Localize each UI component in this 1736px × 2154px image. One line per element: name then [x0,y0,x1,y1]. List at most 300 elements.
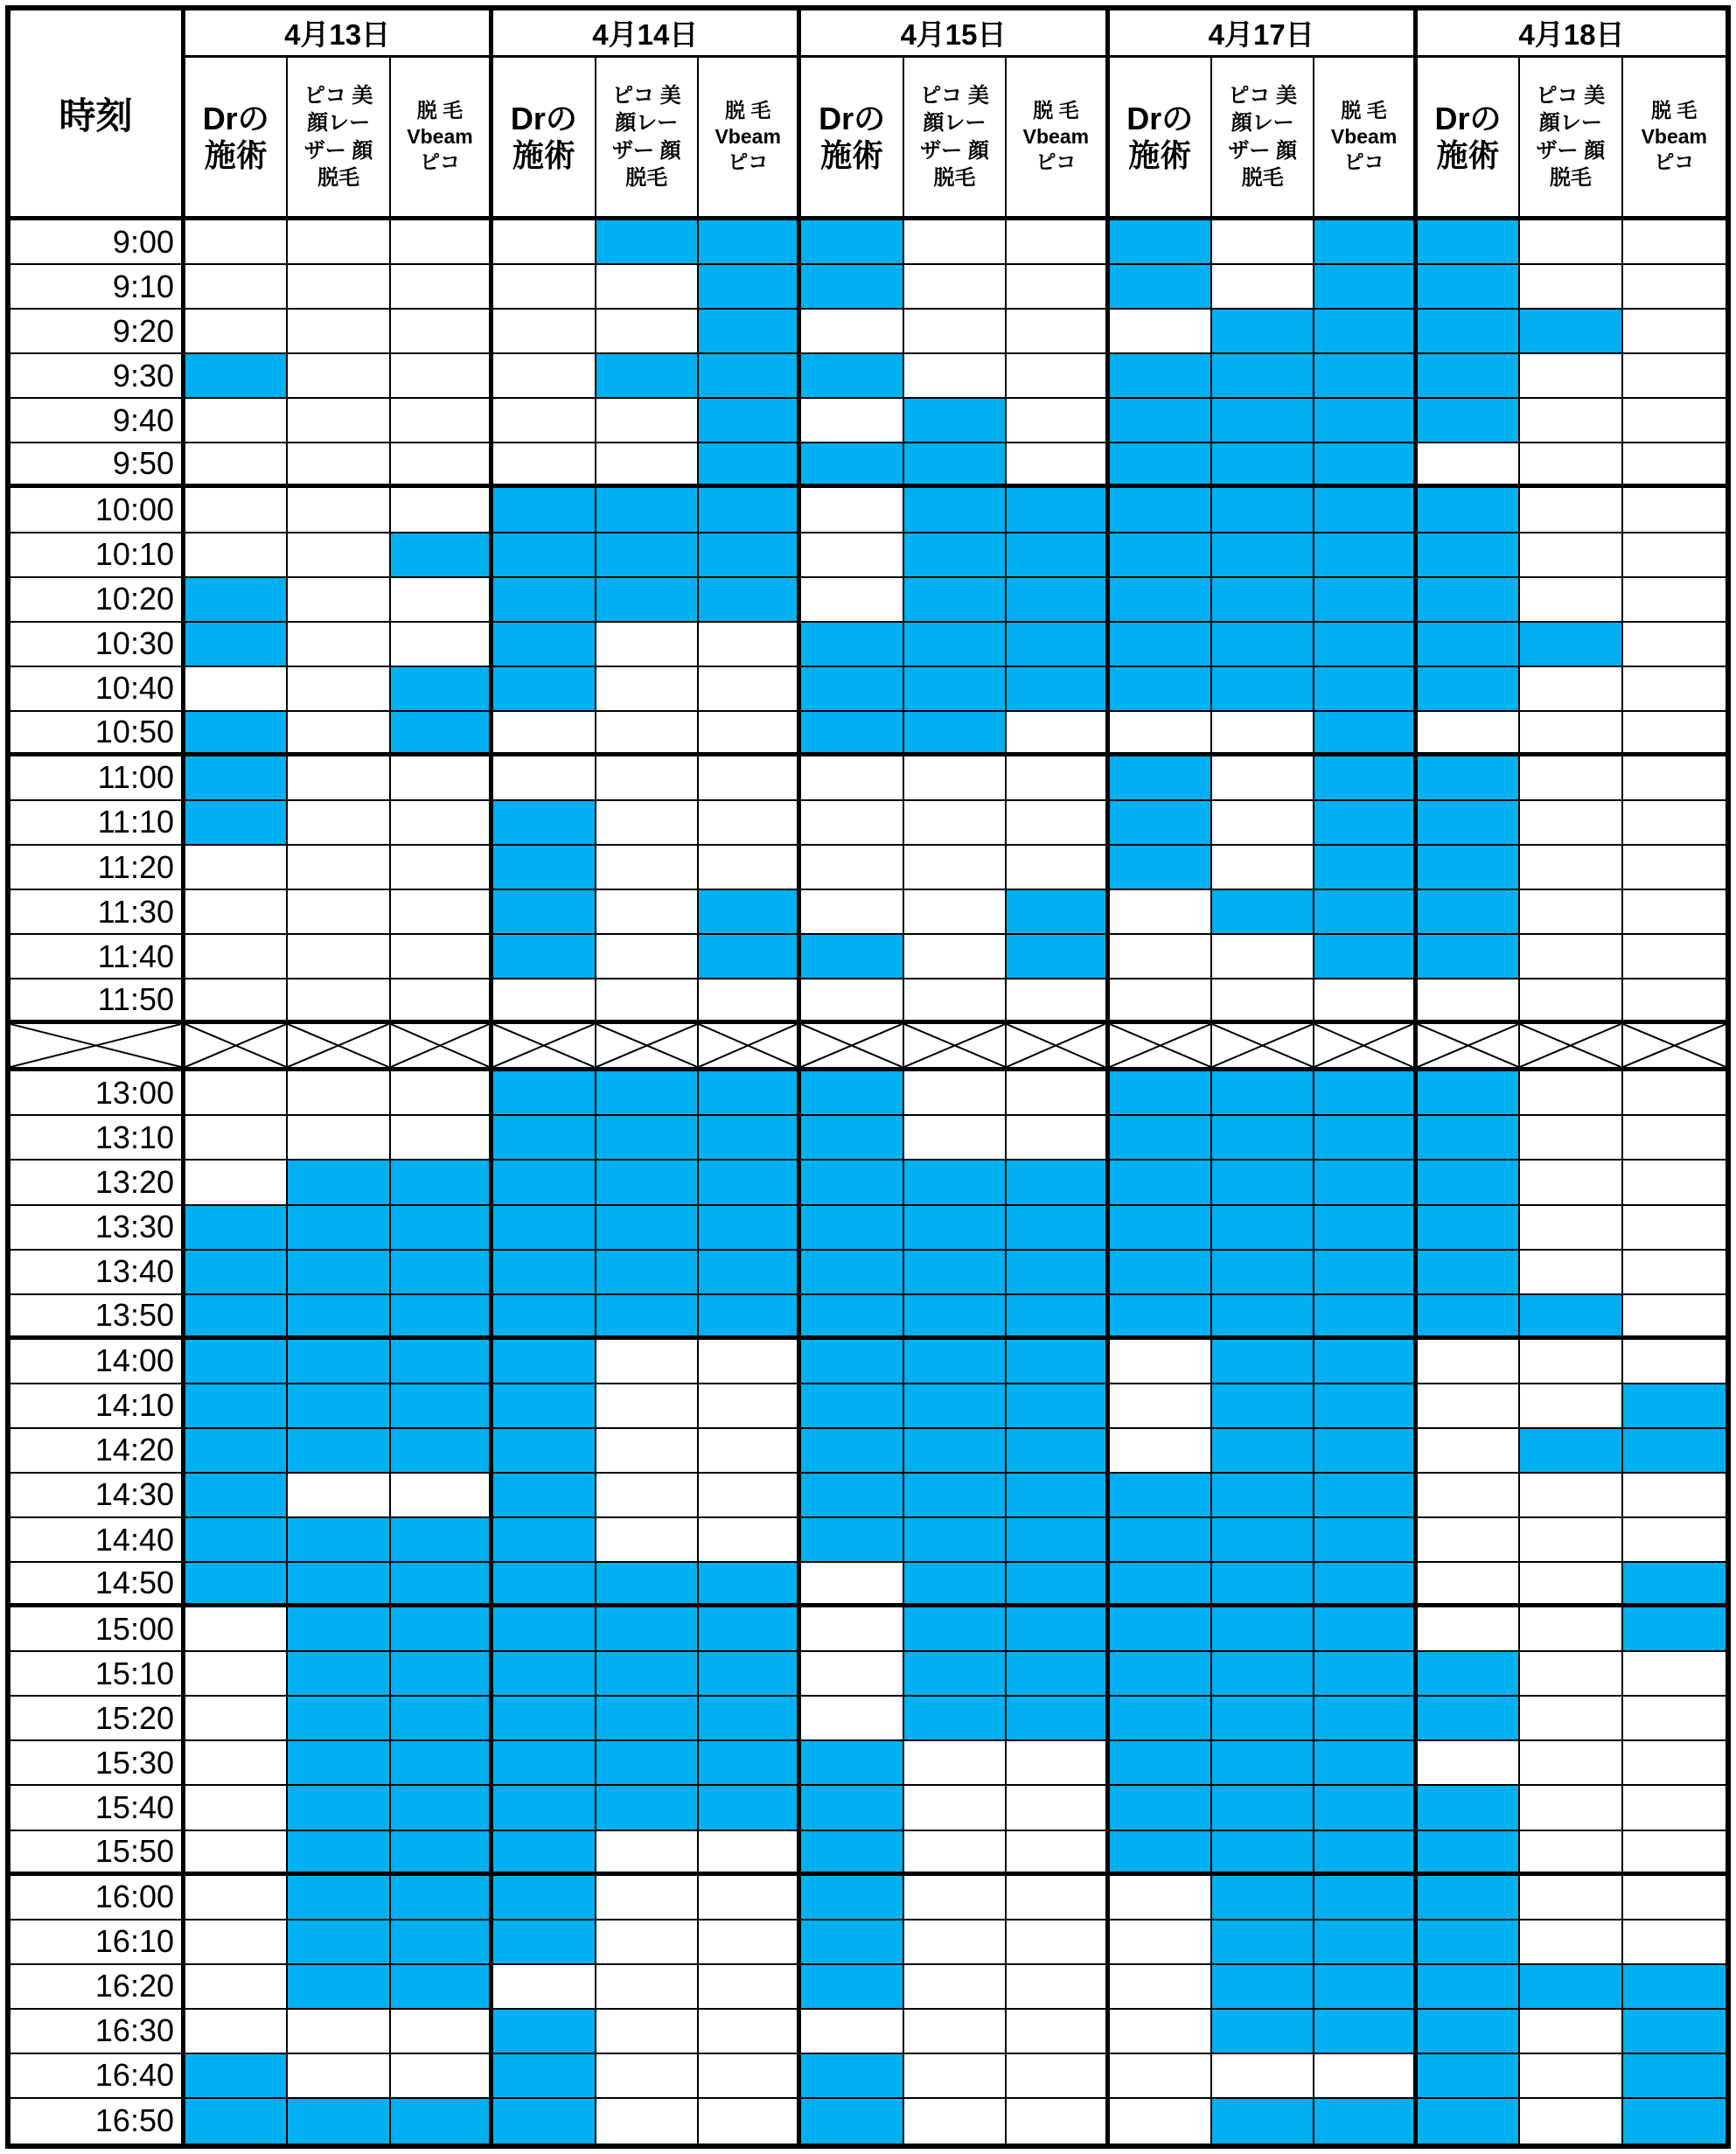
booked-slot[interactable] [1314,1697,1417,1741]
booked-slot[interactable] [288,1206,390,1251]
booked-slot[interactable] [391,2099,493,2144]
booked-slot[interactable] [493,801,596,846]
available-slot[interactable] [596,935,699,979]
booked-slot[interactable] [185,1518,288,1563]
booked-slot[interactable] [391,712,493,756]
booked-slot[interactable] [1314,667,1417,712]
booked-slot[interactable] [1212,1116,1314,1161]
booked-slot[interactable] [391,1741,493,1786]
booked-slot[interactable] [1007,1429,1109,1474]
booked-slot[interactable] [904,533,1007,578]
available-slot[interactable] [699,756,801,801]
booked-slot[interactable] [1314,1071,1417,1116]
booked-slot[interactable] [1418,220,1520,265]
booked-slot[interactable] [596,1206,699,1251]
booked-slot[interactable] [801,220,903,265]
booked-slot[interactable] [1007,1340,1109,1384]
booked-slot[interactable] [493,1161,596,1205]
booked-slot[interactable] [391,1607,493,1652]
booked-slot[interactable] [699,265,801,310]
booked-slot[interactable] [1212,890,1314,935]
booked-slot[interactable] [801,1071,903,1116]
available-slot[interactable] [801,1563,903,1607]
booked-slot[interactable] [391,1206,493,1251]
booked-slot[interactable] [1314,443,1417,488]
booked-slot[interactable] [288,2099,390,2144]
available-slot[interactable] [1520,1697,1622,1741]
available-slot[interactable] [185,220,288,265]
available-slot[interactable] [1007,846,1109,890]
booked-slot[interactable] [1418,2099,1520,2144]
available-slot[interactable] [1623,443,1726,488]
booked-slot[interactable] [493,1607,596,1652]
booked-slot[interactable] [493,1920,596,1965]
booked-slot[interactable] [1418,265,1520,310]
booked-slot[interactable] [1110,1116,1212,1161]
available-slot[interactable] [391,1071,493,1116]
booked-slot[interactable] [391,1697,493,1741]
booked-slot[interactable] [699,1295,801,1340]
booked-slot[interactable] [801,2054,903,2099]
available-slot[interactable] [1418,1384,1520,1429]
booked-slot[interactable] [185,354,288,399]
available-slot[interactable] [288,979,390,1024]
booked-slot[interactable] [1110,1697,1212,1741]
available-slot[interactable] [596,1965,699,2010]
available-slot[interactable] [596,2054,699,2099]
booked-slot[interactable] [1212,1563,1314,1607]
available-slot[interactable] [1212,979,1314,1024]
booked-slot[interactable] [1007,1518,1109,1563]
booked-slot[interactable] [185,1340,288,1384]
booked-slot[interactable] [1418,1876,1520,1920]
available-slot[interactable] [1520,488,1622,533]
booked-slot[interactable] [391,1384,493,1429]
booked-slot[interactable] [1418,2054,1520,2099]
booked-slot[interactable] [1314,1563,1417,1607]
booked-slot[interactable] [1314,1295,1417,1340]
booked-slot[interactable] [391,533,493,578]
available-slot[interactable] [801,488,903,533]
available-slot[interactable] [801,399,903,443]
available-slot[interactable] [904,935,1007,979]
booked-slot[interactable] [288,1831,390,1876]
available-slot[interactable] [1520,443,1622,488]
booked-slot[interactable] [1418,354,1520,399]
available-slot[interactable] [1007,2099,1109,2144]
available-slot[interactable] [1212,801,1314,846]
available-slot[interactable] [596,1474,699,1518]
available-slot[interactable] [1520,220,1622,265]
available-slot[interactable] [596,756,699,801]
available-slot[interactable] [699,712,801,756]
available-slot[interactable] [596,265,699,310]
booked-slot[interactable] [1110,578,1212,623]
booked-slot[interactable] [1418,1071,1520,1116]
available-slot[interactable] [288,443,390,488]
available-slot[interactable] [288,399,390,443]
booked-slot[interactable] [1007,1206,1109,1251]
available-slot[interactable] [1212,846,1314,890]
booked-slot[interactable] [1212,1474,1314,1518]
booked-slot[interactable] [1314,1831,1417,1876]
available-slot[interactable] [1623,1741,1726,1786]
booked-slot[interactable] [904,1563,1007,1607]
booked-slot[interactable] [1212,1340,1314,1384]
available-slot[interactable] [1623,1340,1726,1384]
booked-slot[interactable] [493,1429,596,1474]
available-slot[interactable] [801,310,903,354]
available-slot[interactable] [1520,354,1622,399]
available-slot[interactable] [1418,979,1520,1024]
available-slot[interactable] [1212,265,1314,310]
available-slot[interactable] [1623,1116,1726,1161]
available-slot[interactable] [596,1831,699,1876]
booked-slot[interactable] [288,1920,390,1965]
booked-slot[interactable] [904,578,1007,623]
booked-slot[interactable] [493,2010,596,2054]
booked-slot[interactable] [493,623,596,667]
available-slot[interactable] [185,1831,288,1876]
booked-slot[interactable] [1623,2010,1726,2054]
available-slot[interactable] [1520,533,1622,578]
available-slot[interactable] [699,2099,801,2144]
available-slot[interactable] [1623,846,1726,890]
available-slot[interactable] [391,935,493,979]
booked-slot[interactable] [1418,1116,1520,1161]
available-slot[interactable] [904,1920,1007,1965]
booked-slot[interactable] [1314,1741,1417,1786]
booked-slot[interactable] [391,1965,493,2010]
available-slot[interactable] [699,2054,801,2099]
booked-slot[interactable] [493,890,596,935]
available-slot[interactable] [596,1876,699,1920]
booked-slot[interactable] [801,623,903,667]
booked-slot[interactable] [596,488,699,533]
booked-slot[interactable] [801,1876,903,1920]
available-slot[interactable] [185,1965,288,2010]
booked-slot[interactable] [596,354,699,399]
booked-slot[interactable] [1314,1652,1417,1697]
available-slot[interactable] [1110,2099,1212,2144]
booked-slot[interactable] [1212,1429,1314,1474]
booked-slot[interactable] [801,935,903,979]
booked-slot[interactable] [1314,846,1417,890]
booked-slot[interactable] [1212,1697,1314,1741]
available-slot[interactable] [1520,890,1622,935]
available-slot[interactable] [391,220,493,265]
booked-slot[interactable] [288,1161,390,1205]
booked-slot[interactable] [1418,623,1520,667]
available-slot[interactable] [288,801,390,846]
available-slot[interactable] [185,1876,288,1920]
available-slot[interactable] [1520,1474,1622,1518]
available-slot[interactable] [493,979,596,1024]
available-slot[interactable] [185,2010,288,2054]
booked-slot[interactable] [1110,1295,1212,1340]
booked-slot[interactable] [185,2054,288,2099]
available-slot[interactable] [904,2010,1007,2054]
booked-slot[interactable] [699,1607,801,1652]
booked-slot[interactable] [493,667,596,712]
booked-slot[interactable] [801,265,903,310]
booked-slot[interactable] [801,1206,903,1251]
available-slot[interactable] [1418,1340,1520,1384]
available-slot[interactable] [1520,1116,1622,1161]
available-slot[interactable] [1007,756,1109,801]
available-slot[interactable] [1623,1518,1726,1563]
available-slot[interactable] [391,354,493,399]
available-slot[interactable] [801,1652,903,1697]
available-slot[interactable] [1212,2054,1314,2099]
booked-slot[interactable] [596,533,699,578]
available-slot[interactable] [1007,1071,1109,1116]
booked-slot[interactable] [596,1741,699,1786]
booked-slot[interactable] [185,801,288,846]
booked-slot[interactable] [904,667,1007,712]
booked-slot[interactable] [493,1206,596,1251]
booked-slot[interactable] [1007,1251,1109,1295]
available-slot[interactable] [391,979,493,1024]
available-slot[interactable] [1110,935,1212,979]
booked-slot[interactable] [1418,1965,1520,2010]
available-slot[interactable] [185,488,288,533]
available-slot[interactable] [493,1965,596,2010]
booked-slot[interactable] [1110,1607,1212,1652]
available-slot[interactable] [904,310,1007,354]
available-slot[interactable] [1007,2010,1109,2054]
booked-slot[interactable] [801,1116,903,1161]
booked-slot[interactable] [904,1697,1007,1741]
booked-slot[interactable] [493,533,596,578]
booked-slot[interactable] [1418,399,1520,443]
booked-slot[interactable] [185,756,288,801]
available-slot[interactable] [1520,2054,1622,2099]
booked-slot[interactable] [1314,488,1417,533]
booked-slot[interactable] [288,1429,390,1474]
available-slot[interactable] [1418,1429,1520,1474]
available-slot[interactable] [1110,1876,1212,1920]
booked-slot[interactable] [391,1831,493,1876]
booked-slot[interactable] [1212,488,1314,533]
available-slot[interactable] [288,667,390,712]
available-slot[interactable] [596,667,699,712]
available-slot[interactable] [1212,935,1314,979]
booked-slot[interactable] [1314,1474,1417,1518]
booked-slot[interactable] [1212,1161,1314,1205]
available-slot[interactable] [1007,1920,1109,1965]
available-slot[interactable] [1623,1071,1726,1116]
booked-slot[interactable] [493,1295,596,1340]
available-slot[interactable] [904,801,1007,846]
available-slot[interactable] [391,846,493,890]
booked-slot[interactable] [1110,801,1212,846]
booked-slot[interactable] [1007,1384,1109,1429]
booked-slot[interactable] [185,1295,288,1340]
available-slot[interactable] [1007,265,1109,310]
available-slot[interactable] [1520,1563,1622,1607]
booked-slot[interactable] [1110,265,1212,310]
available-slot[interactable] [1110,1429,1212,1474]
available-slot[interactable] [801,1607,903,1652]
available-slot[interactable] [391,1116,493,1161]
booked-slot[interactable] [1007,1607,1109,1652]
booked-slot[interactable] [1314,935,1417,979]
booked-slot[interactable] [1314,1518,1417,1563]
booked-slot[interactable] [288,1563,390,1607]
booked-slot[interactable] [801,1965,903,2010]
booked-slot[interactable] [801,1786,903,1830]
available-slot[interactable] [288,846,390,890]
available-slot[interactable] [596,310,699,354]
booked-slot[interactable] [1314,1786,1417,1830]
available-slot[interactable] [1623,979,1726,1024]
booked-slot[interactable] [801,1518,903,1563]
booked-slot[interactable] [1110,1071,1212,1116]
booked-slot[interactable] [493,1786,596,1830]
available-slot[interactable] [1007,1831,1109,1876]
booked-slot[interactable] [1110,1652,1212,1697]
booked-slot[interactable] [288,1697,390,1741]
booked-slot[interactable] [493,1741,596,1786]
booked-slot[interactable] [185,623,288,667]
booked-slot[interactable] [1212,1295,1314,1340]
available-slot[interactable] [1007,712,1109,756]
booked-slot[interactable] [493,1384,596,1429]
available-slot[interactable] [1623,1697,1726,1741]
booked-slot[interactable] [493,935,596,979]
available-slot[interactable] [493,265,596,310]
available-slot[interactable] [185,890,288,935]
available-slot[interactable] [904,2054,1007,2099]
booked-slot[interactable] [801,1340,903,1384]
booked-slot[interactable] [1110,846,1212,890]
booked-slot[interactable] [1418,846,1520,890]
available-slot[interactable] [1520,1251,1622,1295]
available-slot[interactable] [1623,354,1726,399]
booked-slot[interactable] [1212,443,1314,488]
booked-slot[interactable] [493,1563,596,1607]
booked-slot[interactable] [699,310,801,354]
available-slot[interactable] [904,220,1007,265]
available-slot[interactable] [904,1965,1007,2010]
booked-slot[interactable] [1520,623,1622,667]
booked-slot[interactable] [699,1206,801,1251]
booked-slot[interactable] [801,1474,903,1518]
booked-slot[interactable] [288,1518,390,1563]
booked-slot[interactable] [1314,1116,1417,1161]
available-slot[interactable] [699,1876,801,1920]
available-slot[interactable] [1007,310,1109,354]
booked-slot[interactable] [1212,1965,1314,2010]
booked-slot[interactable] [699,1652,801,1697]
booked-slot[interactable] [699,1563,801,1607]
available-slot[interactable] [1007,1116,1109,1161]
available-slot[interactable] [1623,712,1726,756]
booked-slot[interactable] [1623,1384,1726,1429]
booked-slot[interactable] [288,1786,390,1830]
available-slot[interactable] [185,935,288,979]
booked-slot[interactable] [1418,1697,1520,1741]
booked-slot[interactable] [1314,2099,1417,2144]
booked-slot[interactable] [1623,1429,1726,1474]
available-slot[interactable] [1314,2054,1417,2099]
available-slot[interactable] [391,756,493,801]
booked-slot[interactable] [1314,890,1417,935]
booked-slot[interactable] [904,1429,1007,1474]
available-slot[interactable] [1007,801,1109,846]
booked-slot[interactable] [596,578,699,623]
booked-slot[interactable] [1520,1295,1622,1340]
available-slot[interactable] [1623,935,1726,979]
booked-slot[interactable] [1110,756,1212,801]
available-slot[interactable] [1314,979,1417,1024]
booked-slot[interactable] [699,935,801,979]
booked-slot[interactable] [1110,399,1212,443]
booked-slot[interactable] [493,488,596,533]
available-slot[interactable] [596,443,699,488]
available-slot[interactable] [699,667,801,712]
available-slot[interactable] [1623,1251,1726,1295]
available-slot[interactable] [1007,979,1109,1024]
available-slot[interactable] [391,2010,493,2054]
booked-slot[interactable] [1212,1831,1314,1876]
available-slot[interactable] [493,399,596,443]
available-slot[interactable] [801,1697,903,1741]
available-slot[interactable] [699,846,801,890]
available-slot[interactable] [1623,801,1726,846]
available-slot[interactable] [1623,578,1726,623]
booked-slot[interactable] [1110,1206,1212,1251]
available-slot[interactable] [1110,712,1212,756]
booked-slot[interactable] [1623,1563,1726,1607]
available-slot[interactable] [596,846,699,890]
available-slot[interactable] [1110,979,1212,1024]
booked-slot[interactable] [699,578,801,623]
booked-slot[interactable] [596,1607,699,1652]
available-slot[interactable] [596,1340,699,1384]
booked-slot[interactable] [493,1697,596,1741]
available-slot[interactable] [904,890,1007,935]
booked-slot[interactable] [288,1965,390,2010]
available-slot[interactable] [1520,846,1622,890]
booked-slot[interactable] [1418,2010,1520,2054]
available-slot[interactable] [1110,890,1212,935]
available-slot[interactable] [288,578,390,623]
booked-slot[interactable] [1110,1831,1212,1876]
booked-slot[interactable] [1418,1295,1520,1340]
booked-slot[interactable] [1110,1563,1212,1607]
available-slot[interactable] [1623,1831,1726,1876]
booked-slot[interactable] [288,1652,390,1697]
available-slot[interactable] [699,1831,801,1876]
booked-slot[interactable] [185,1474,288,1518]
booked-slot[interactable] [185,1251,288,1295]
available-slot[interactable] [391,265,493,310]
available-slot[interactable] [904,354,1007,399]
available-slot[interactable] [1212,220,1314,265]
booked-slot[interactable] [904,1206,1007,1251]
available-slot[interactable] [699,1474,801,1518]
booked-slot[interactable] [493,846,596,890]
booked-slot[interactable] [1007,533,1109,578]
available-slot[interactable] [288,623,390,667]
booked-slot[interactable] [185,1563,288,1607]
booked-slot[interactable] [1212,1251,1314,1295]
booked-slot[interactable] [904,1295,1007,1340]
available-slot[interactable] [1520,1741,1622,1786]
available-slot[interactable] [1418,443,1520,488]
